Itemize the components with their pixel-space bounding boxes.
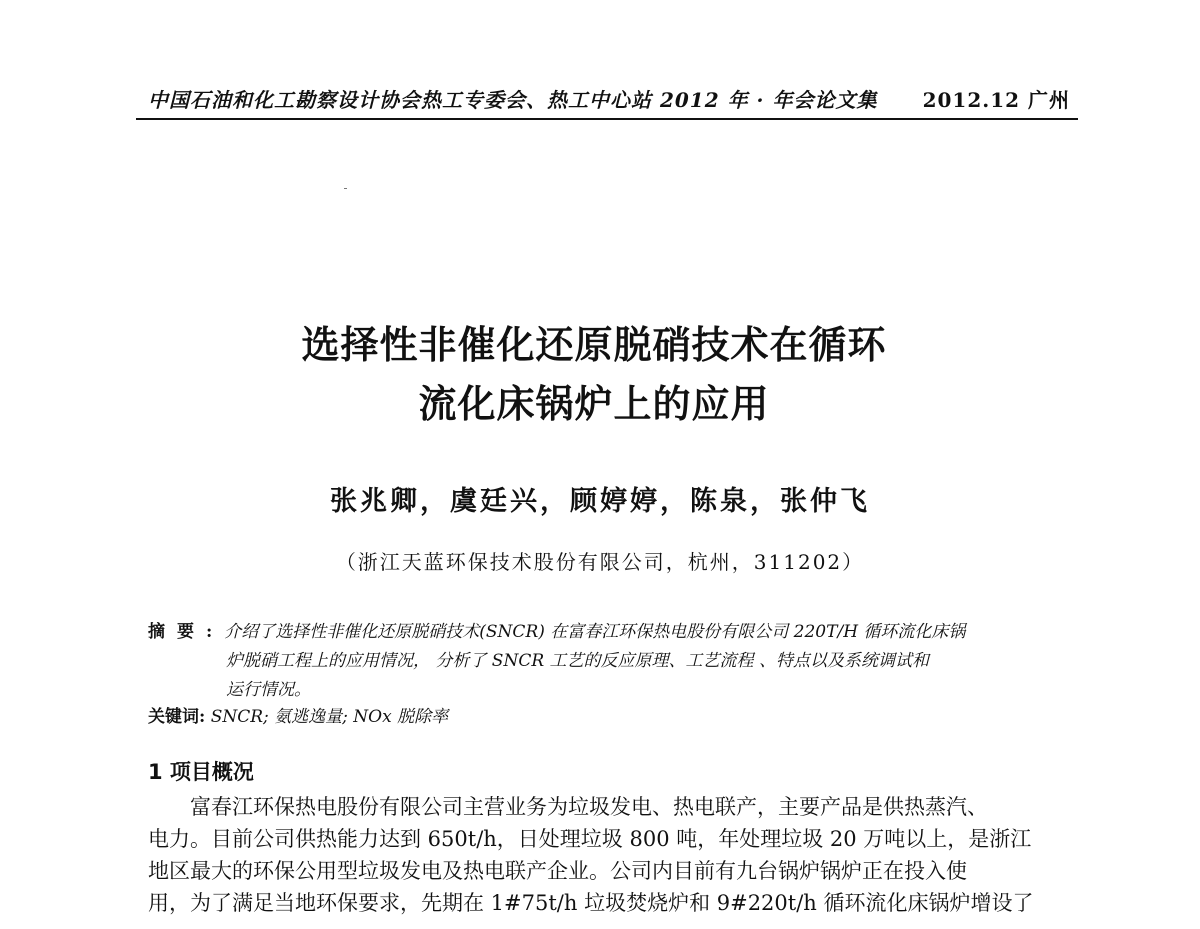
body-line-4: 用，为了满足当地环保要求，先期在 1#75t/h 垃圾焚烧炉和 9#220t/h 循环流化床锅炉增设了 [148, 891, 1034, 915]
scan-speck [344, 188, 347, 189]
body-line-3: 地区最大的环保公用型垃圾发电及热电联产企业。公司内目前有九台锅炉锅炉正在投入使 [148, 859, 967, 883]
abstract-label: 摘要: [148, 622, 225, 642]
paper-title-line-2: 流化床锅炉上的应用 [418, 382, 770, 426]
abstract-line-3: 运行情况。 [226, 680, 311, 700]
abstract-line-2: 炉脱硝工程上的应用情况， 分析了 SNCR 工艺的反应原理、工艺流程 、特点以及系统调试和 [226, 651, 929, 671]
section-1-heading: 1 项目概况 [148, 760, 254, 784]
running-header [148, 84, 1070, 113]
body-line-1: 富春江环保热电股份有限公司主营业务为垃圾发电、热电联产，主要产品是供热蒸汽、 [190, 795, 988, 819]
header-rule [136, 118, 1078, 120]
abstract-line-1 [148, 618, 1078, 647]
affiliation: （浙江天蓝环保技术股份有限公司，杭州，311202） [335, 550, 865, 574]
abstract [148, 618, 1078, 705]
paper-title-line-1: 选择性非催化还原脱硝技术在循环 [301, 323, 887, 367]
authors: 张兆卿，虞廷兴，顾婷婷，陈泉，张仲飞 [330, 486, 870, 517]
keywords-label: 关键词: [148, 707, 206, 727]
abstract-text-1: 介绍了选择性非催化还原脱硝技术(SNCR) 在富春江环保热电股份有限公司 220T/H 循环流化床锅 [224, 622, 966, 642]
keywords-items: SNCR; 氨逃逸量; NOx 脱除率 [210, 707, 449, 727]
running-header-date: 2012.12 广州 [922, 88, 1070, 112]
running-header-text: 中国石油和化工勘察设计协会热工专委会、热工中心站 2012 年 · 年会论文集 [148, 88, 878, 112]
section-1-body [148, 791, 1078, 919]
body-line-2: 电力。目前公司供热能力达到 650t/h，日处理垃圾 800 吨，年处理垃圾 20 万吨以上，是浙江 [148, 827, 1032, 851]
keywords [148, 702, 448, 727]
